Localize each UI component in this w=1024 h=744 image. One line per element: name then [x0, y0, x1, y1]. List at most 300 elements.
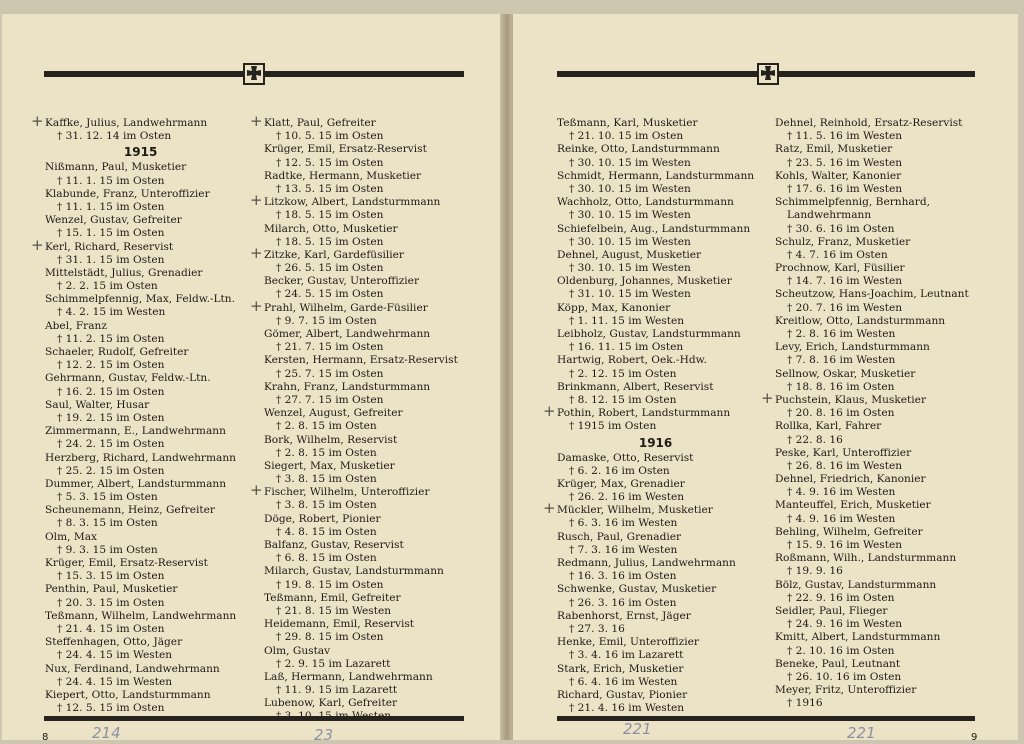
entry-text: † 17. 6. 16 im Westen [787, 182, 903, 195]
name-entry [543, 402, 754, 421]
entry-text: Nißmann, Paul, Musketier [45, 161, 187, 174]
page-number: 8 [42, 732, 49, 740]
death-date-line [45, 465, 236, 478]
name-entry [775, 447, 969, 460]
death-date-line [45, 227, 236, 240]
entry-text: † 1916 [787, 697, 823, 710]
name-entry [45, 636, 236, 649]
death-date-line [775, 434, 969, 447]
entry-text: Rollka, Karl, Fahrer [775, 420, 882, 433]
death-date-line [45, 438, 236, 451]
entry-text: Krahn, Franz, Landsturmmann [264, 380, 431, 393]
entry-text: † 20. 3. 15 im Osten [57, 596, 165, 609]
entry-text: Milarch, Otto, Musketier [264, 222, 398, 235]
entry-text: Gömer, Albert, Landwehrmann [264, 328, 431, 340]
death-date-line [264, 552, 458, 565]
entry-text: † 24. 5. 15 im Osten [276, 288, 384, 301]
entry-text: † 4. 9. 16 im Westen [787, 512, 896, 525]
name-entry [250, 481, 458, 500]
name-entry [264, 223, 458, 236]
death-date-line [775, 460, 969, 473]
entry-text: † 18. 5. 15 im Osten [276, 209, 384, 222]
death-date-line [557, 394, 754, 407]
entry-text: Kiepert, Otto, Landsturmmann [45, 688, 211, 701]
name-entry [264, 328, 458, 341]
death-date-line [775, 302, 969, 315]
death-date-line [45, 544, 236, 557]
entry-text: Behling, Wilhelm, Gefreiter [775, 525, 923, 538]
name-entry [45, 425, 236, 438]
pencil-note: 221 [623, 720, 652, 738]
death-date-line [775, 249, 969, 262]
entry-text: Puchstein, Klaus, Musketier [775, 393, 927, 406]
death-date-line [557, 130, 754, 143]
entry-text: † 16. 2. 15 im Osten [57, 385, 165, 398]
pencil-note: 221 [847, 724, 876, 740]
entry-text: † 11. 1. 15 im Osten [57, 200, 165, 213]
entry-text: † 25. 7. 15 im Osten [276, 367, 384, 380]
name-entry [775, 631, 969, 644]
name-entry [45, 583, 236, 596]
death-date-line [45, 702, 236, 715]
entry-text: † 15. 1. 15 im Osten [57, 227, 165, 240]
death-date-line [557, 209, 754, 222]
death-date-line [775, 539, 969, 552]
entry-text: Wenzel, Gustav, Gefreiter [45, 214, 182, 227]
entry-text: † 21. 4. 16 im Westen [569, 702, 685, 715]
entry-text: † 24. 2. 15 im Osten [57, 438, 165, 451]
left-page [2, 14, 502, 740]
entry-text: † 30. 10. 15 im Westen [569, 182, 691, 195]
entry-text: † 21. 10. 15 im Osten [569, 130, 684, 143]
name-entry [250, 243, 458, 262]
name-entry [557, 143, 754, 156]
name-entry [557, 478, 754, 491]
entry-text: † 11. 9. 15 im Lazarett [276, 684, 398, 697]
death-date-line [557, 288, 754, 301]
death-date-line [264, 658, 458, 671]
pencil-note: 214 [92, 724, 121, 740]
entry-text: † 30. 6. 16 im Osten [787, 222, 895, 235]
entry-text: Schimmelpfennig, Max, Feldw.-Ltn. [45, 293, 235, 306]
name-entry [250, 112, 458, 130]
entry-text: Wachholz, Otto, Landsturmmann [557, 196, 734, 209]
name-entry [775, 236, 969, 249]
name-entry [45, 663, 236, 676]
entry-text: Dummer, Albert, Landsturmmann [45, 477, 227, 490]
death-date-line [45, 359, 236, 372]
entry-text: † 25. 2. 15 im Osten [57, 464, 165, 477]
entry-text: † 16. 11. 15 im Osten [569, 341, 684, 354]
entry-text: Zitzke, Karl, Gardefüsilier [264, 248, 404, 261]
entry-text: Rusch, Paul, Grenadier [557, 530, 682, 543]
death-date-line [775, 354, 969, 367]
entry-text: Zimmermann, E., Landwehrmann [45, 425, 226, 438]
entry-text: † 4. 7. 16 im Osten [787, 248, 888, 261]
name-entry [45, 399, 236, 412]
entry-text: Pothin, Robert, Landsturmmann [557, 407, 731, 420]
death-date-line [557, 649, 754, 662]
name-entry [761, 388, 969, 407]
death-date-line [557, 623, 754, 636]
entry-text: Gehrmann, Gustav, Feldw.-Ltn. [45, 372, 211, 385]
entry-text: † 12. 2. 15 im Osten [57, 359, 165, 372]
death-date-line [264, 183, 458, 196]
death-date-line [264, 579, 458, 592]
death-date-line [775, 645, 969, 658]
entry-text: Kersten, Hermann, Ersatz-Reservist [264, 354, 458, 367]
name-entry [557, 275, 754, 288]
name-entry [45, 557, 236, 570]
entry-text: Dehnel, Reinhold, Ersatz-Reservist [775, 117, 963, 129]
name-entry [264, 671, 458, 684]
death-date-line [264, 341, 458, 354]
entry-text: † 2. 8. 15 im Osten [276, 420, 377, 433]
entry-text: Teßmann, Emil, Gefreiter [264, 591, 401, 604]
entry-text: Penthin, Paul, Musketier [45, 583, 178, 596]
entry-text: Teßmann, Karl, Musketier [557, 117, 698, 129]
death-date-line [45, 386, 236, 399]
death-date-line [775, 697, 969, 710]
death-date-line [45, 175, 236, 188]
death-date-line [264, 262, 458, 275]
name-entry [45, 161, 236, 174]
pencil-cross-mark: + [761, 388, 774, 407]
death-date-line [45, 412, 236, 425]
entry-text: † 31. 10. 15 im Westen [569, 288, 691, 301]
death-date-line [775, 671, 969, 684]
entry-text: † 2. 12. 15 im Osten [569, 367, 677, 380]
name-entry [264, 460, 458, 473]
footer-rule [44, 716, 464, 721]
entry-text: † 22. 9. 16 im Osten [787, 591, 895, 604]
entry-text: † 8. 12. 15 im Osten [569, 393, 677, 406]
entry-text: Milarch, Gustav, Landsturmmann [264, 565, 444, 578]
entry-text: † 13. 5. 15 im Osten [276, 182, 384, 195]
name-entry [264, 143, 458, 156]
entry-text: † 7. 8. 16 im Westen [787, 354, 896, 367]
death-date-line [557, 597, 754, 610]
entry-text: Kmitt, Albert, Landsturmmann [775, 631, 941, 644]
entry-text: † 31. 1. 15 im Osten [57, 253, 165, 266]
entry-text: † 11. 1. 15 im Osten [57, 174, 165, 187]
death-date-line [45, 676, 236, 689]
entry-text: Litzkow, Albert, Landsturmmann [264, 196, 441, 209]
entry-text: † 2. 10. 16 im Osten [787, 644, 895, 657]
name-entry [557, 381, 754, 394]
entry-text: Damaske, Otto, Reservist [557, 451, 694, 464]
entry-text: † 15. 3. 15 im Osten [57, 570, 165, 583]
name-entry [557, 302, 754, 315]
entry-text: Teßmann, Wilhelm, Landwehrmann [45, 609, 237, 622]
entry-text: Redmann, Julius, Landwehrmann [557, 557, 736, 569]
death-date-line [775, 486, 969, 499]
death-date-line [45, 649, 236, 662]
entry-text: Brinkmann, Albert, Reservist [557, 380, 714, 393]
name-entry [45, 214, 236, 227]
name-entry [775, 473, 969, 486]
entry-text: Nux, Ferdinand, Landwehrmann [45, 662, 220, 675]
death-date-line [45, 623, 236, 636]
entry-text: † 29. 8. 15 im Osten [276, 631, 384, 644]
death-date-line [775, 157, 969, 170]
entry-text: Richard, Gustav, Pionier [557, 688, 688, 701]
death-date-line [775, 381, 969, 394]
entry-text: † 12. 5. 15 im Osten [57, 702, 165, 715]
death-date-line [45, 597, 236, 610]
right-page [512, 14, 1018, 740]
name-entry [264, 645, 458, 658]
entry-text: † 24. 4. 15 im Westen [57, 675, 173, 688]
entry-text: † 22. 8. 16 [787, 433, 843, 446]
death-date-line [557, 157, 754, 170]
name-entry [543, 499, 754, 518]
entry-text: Steffenhagen, Otto, Jäger [45, 636, 183, 649]
iron-cross-icon [757, 63, 779, 85]
death-date-line [264, 157, 458, 170]
pencil-cross-mark: + [31, 235, 44, 254]
entry-text: Krüger, Emil, Ersatz-Reservist [45, 557, 208, 569]
name-entry [557, 663, 754, 676]
entry-text: † 2. 2. 15 im Osten [57, 280, 158, 293]
death-date-line [45, 306, 236, 319]
page-number: 9 [971, 732, 978, 740]
name-entry [557, 557, 754, 570]
death-date-line [264, 447, 458, 460]
entry-text: † 2. 8. 15 im Osten [276, 446, 377, 459]
death-date-line [775, 618, 969, 631]
name-entry [45, 504, 236, 517]
name-entry [264, 170, 458, 183]
entry-text: † 9. 3. 15 im Osten [57, 543, 158, 556]
entry-text: Schiefelbein, Aug., Landsturmmann [557, 222, 751, 235]
death-date-line [557, 491, 754, 504]
entry-text: Dehnel, August, Musketier [557, 248, 702, 261]
name-entry [557, 249, 754, 262]
death-date-line [264, 394, 458, 407]
name-entry [264, 697, 458, 710]
pencil-cross-mark: + [250, 112, 263, 130]
name-entry [45, 320, 236, 333]
entry-text: † 19. 9. 16 [787, 565, 843, 578]
entry-text: Wenzel, August, Gefreiter [264, 407, 403, 420]
death-date-line [264, 236, 458, 249]
death-date-line [775, 328, 969, 341]
entry-text: Bork, Wilhelm, Reservist [264, 433, 398, 446]
entry-text: Reinke, Otto, Landsturmmann [557, 143, 720, 156]
entry-text: † 3. 8. 15 im Osten [276, 499, 377, 512]
entry-text: † 14. 7. 16 im Westen [787, 275, 903, 288]
entry-text: Roßmann, Wilh., Landsturmmann [775, 552, 957, 565]
entry-text: † 5. 3. 15 im Osten [57, 491, 158, 504]
death-date-line [775, 592, 969, 605]
entry-text: † 11. 5. 16 im Westen [787, 130, 903, 143]
name-entry [45, 346, 236, 359]
entry-text: † 4. 2. 15 im Westen [57, 306, 166, 319]
entry-text: Mittelstädt, Julius, Grenadier [45, 266, 203, 279]
name-entry [775, 684, 969, 697]
year-heading [557, 434, 754, 452]
entry-text: † 27. 7. 15 im Osten [276, 393, 384, 406]
death-date-line [45, 130, 236, 143]
entry-text: † 23. 5. 16 im Westen [787, 156, 903, 169]
name-entry [264, 513, 458, 526]
death-date-line [264, 499, 458, 512]
entry-text: † 8. 3. 15 im Osten [57, 517, 158, 530]
entry-text: † 31. 12. 14 im Osten [57, 130, 172, 143]
entry-text: Prahl, Wilhelm, Garde-Füsilier [264, 301, 428, 314]
entry-text: Olm, Max [45, 530, 97, 543]
death-date-line [264, 631, 458, 644]
pencil-note: 23 [314, 726, 334, 740]
name-entry [264, 618, 458, 631]
entry-text: Sellnow, Oskar, Musketier [775, 367, 916, 380]
iron-cross-icon [243, 63, 265, 85]
entry-text: Schwenke, Gustav, Musketier [557, 583, 717, 596]
entry-text: Scheutzow, Hans-Joachim, Leutnant [775, 288, 969, 301]
entry-text: Seidler, Paul, Flieger [775, 604, 888, 617]
entry-text: † 3. 8. 15 im Osten [276, 473, 377, 486]
name-entry [264, 275, 458, 288]
entry-text: Mückler, Wilhelm, Musketier [557, 504, 713, 517]
entry-text: Laß, Hermann, Landwehrmann [264, 670, 433, 683]
name-entry [775, 117, 969, 130]
name-entry [31, 112, 236, 130]
entry-text: Schimmelpfennig, Bernhard, [775, 196, 930, 209]
entry-text: Kreitlow, Otto, Landsturmmann [775, 314, 946, 327]
name-entry [264, 539, 458, 552]
death-date-line [775, 209, 969, 222]
entry-text: † 26. 10. 16 im Osten [787, 670, 902, 683]
death-date-line [557, 183, 754, 196]
death-date-line [45, 570, 236, 583]
entry-text: † 30. 10. 15 im Westen [569, 209, 691, 222]
name-entry [557, 223, 754, 236]
name-entry [775, 170, 969, 183]
entry-text: † 9. 7. 15 im Osten [276, 314, 377, 327]
entry-text: Schmidt, Hermann, Landsturmmann [557, 169, 755, 182]
death-date-line [264, 315, 458, 328]
entry-text: Siegert, Max, Musketier [264, 459, 395, 472]
death-date-line [557, 420, 754, 433]
name-entry [250, 191, 458, 210]
entry-text: † 30. 10. 15 im Westen [569, 235, 691, 248]
entry-text: Heidemann, Emil, Reservist [264, 618, 415, 631]
entry-text: Herzberg, Richard, Landwehrmann [45, 451, 236, 464]
entry-text: † 21. 4. 15 im Osten [57, 622, 165, 635]
entry-text: Schulz, Franz, Musketier [775, 235, 911, 248]
name-entry [557, 636, 754, 649]
name-entry [775, 196, 969, 209]
death-date-line [775, 130, 969, 143]
year-heading [45, 143, 236, 161]
entry-text: † 20. 8. 16 im Osten [787, 407, 895, 420]
death-date-line [775, 565, 969, 578]
name-column-left-2 [250, 112, 458, 724]
entry-text: Scheunemann, Heinz, Gefreiter [45, 504, 215, 517]
entry-text: Klatt, Paul, Gefreiter [264, 117, 376, 129]
footer-rule [557, 716, 975, 721]
entry-text: 1915 [123, 145, 158, 160]
name-entry [45, 478, 236, 491]
name-entry [557, 170, 754, 183]
entry-text: † 26. 3. 16 im Osten [569, 596, 677, 609]
name-entry [775, 552, 969, 565]
entry-text: 1916 [638, 435, 673, 450]
entry-text: Leibholz, Gustav, Landsturmmann [557, 328, 741, 340]
pencil-cross-mark: + [250, 191, 263, 210]
entry-text: † 26. 2. 16 im Westen [569, 491, 685, 504]
entry-text: Lubenow, Karl, Gefreiter [264, 697, 398, 710]
entry-text: † 26. 8. 16 im Westen [787, 459, 903, 472]
death-date-line [557, 517, 754, 530]
pencil-cross-mark: + [543, 499, 556, 518]
death-date-line [45, 491, 236, 504]
name-column-left-1 [31, 112, 237, 715]
entry-text: † 26. 5. 15 im Osten [276, 262, 384, 275]
entry-text: † 30. 10. 15 im Westen [569, 262, 691, 275]
entry-text: † 6. 2. 16 im Osten [569, 464, 670, 477]
entry-text: † 24. 9. 16 im Westen [787, 618, 903, 631]
death-date-line [264, 368, 458, 381]
entry-text: Bölz, Gustav, Landsturmmann [775, 578, 937, 591]
entry-text: Krüger, Max, Grenadier [557, 477, 685, 490]
death-date-line [775, 275, 969, 288]
death-date-line [264, 288, 458, 301]
entry-text: † 7. 3. 16 im Westen [569, 543, 678, 556]
name-entry [264, 434, 458, 447]
entry-text: † 19. 8. 15 im Osten [276, 578, 384, 591]
entry-text: † 2. 9. 15 im Lazarett [276, 657, 391, 670]
death-date-line [45, 280, 236, 293]
name-entry [775, 288, 969, 301]
entry-text: Oldenburg, Johannes, Musketier [557, 275, 732, 288]
entry-text: † 4. 8. 15 im Osten [276, 525, 377, 538]
entry-text: Henke, Emil, Unteroffizier [557, 636, 699, 649]
name-entry [775, 526, 969, 539]
name-entry [557, 328, 754, 341]
death-date-line [557, 368, 754, 381]
entry-text: † 1. 11. 15 im Westen [569, 314, 685, 327]
name-entry [31, 235, 236, 254]
death-date-line [264, 209, 458, 222]
death-date-line [264, 684, 458, 697]
entry-text: Abel, Franz [45, 319, 107, 332]
entry-text: Kaffke, Julius, Landwehrmann [45, 117, 208, 129]
entry-text: Olm, Gustav [264, 644, 331, 657]
entry-text: † 12. 5. 15 im Osten [276, 156, 384, 169]
entry-text: † 15. 9. 16 im Westen [787, 539, 903, 551]
entry-text: Stark, Erich, Musketier [557, 662, 684, 675]
entry-text: Kohls, Walter, Kanonier [775, 169, 902, 182]
name-column-right-1 [543, 117, 755, 715]
entry-text: Hartwig, Robert, Oek.-Hdw. [557, 354, 707, 367]
entry-text: † 10. 5. 15 im Osten [276, 130, 384, 143]
entry-text: † 6. 4. 16 im Westen [569, 675, 678, 688]
entry-text: † 20. 7. 16 im Westen [787, 301, 903, 314]
name-column-right-2 [761, 117, 969, 710]
entry-text: † 11. 2. 15 im Osten [57, 332, 165, 345]
death-date-line [45, 517, 236, 530]
name-entry [45, 452, 236, 465]
name-entry [557, 452, 754, 465]
death-date-line [45, 333, 236, 346]
name-entry [45, 293, 236, 306]
entry-text: † 3. 4. 16 im Lazarett [569, 649, 684, 662]
entry-text: Krüger, Emil, Ersatz-Reservist [264, 143, 427, 156]
death-date-line [264, 420, 458, 433]
name-entry [264, 354, 458, 367]
